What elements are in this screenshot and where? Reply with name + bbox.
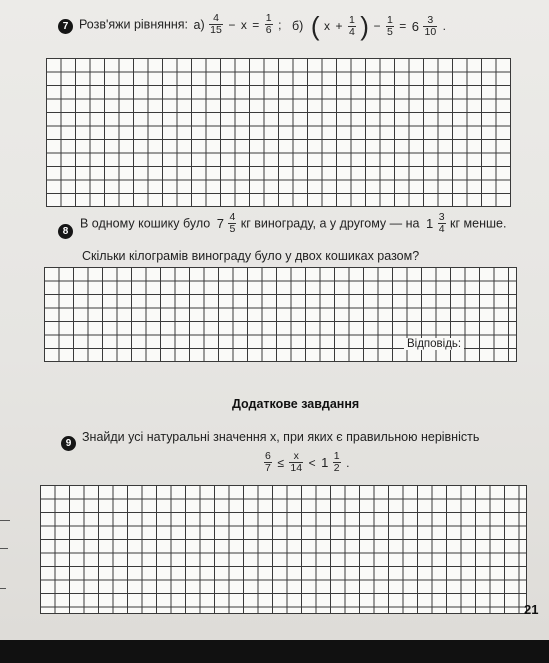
- task-7-prompt: Розв'яжи рівняння:: [79, 17, 189, 32]
- margin-tick: [0, 548, 8, 549]
- less-than-sign: <: [308, 455, 316, 470]
- task-7-number-badge: 7: [58, 19, 73, 34]
- task-9-answer-grid[interactable]: [40, 485, 527, 614]
- equals-sign: =: [399, 19, 407, 33]
- part-b-label: б): [292, 19, 304, 33]
- fraction-6-7: $\frac{6}{7}$: [265, 450, 271, 474]
- task-8-text-a: В одному кошику було: [80, 216, 211, 231]
- variable-x: x: [240, 17, 247, 32]
- fraction-3-10: $\frac{3}{10}$: [424, 13, 437, 38]
- task-9-number-badge: 9: [61, 436, 76, 451]
- semicolon: ;: [278, 17, 282, 32]
- equals-sign: =: [252, 17, 260, 32]
- mixed-whole-6: 6: [411, 18, 419, 34]
- fraction-1-6: $\frac{1}{6}$: [265, 12, 272, 36]
- part-a-label: а): [193, 17, 205, 32]
- mixed-whole-1: 1: [425, 216, 434, 231]
- minus-sign: −: [228, 17, 236, 32]
- task-8-text-c: кг менше.: [450, 216, 507, 231]
- fraction-x-14: $\frac{x}{14}$: [290, 450, 303, 474]
- margin-tick: [0, 588, 6, 589]
- extra-task-heading: Додаткове завдання: [232, 397, 360, 411]
- mixed-whole-7: 7: [216, 216, 224, 231]
- task-7-statement: [79, 13, 282, 36]
- fraction-1-4: $\frac{1}{4}$: [348, 13, 355, 38]
- task-8-line-1: [80, 212, 506, 235]
- task-9-inequality: [263, 451, 350, 474]
- margin-tick: [0, 520, 10, 521]
- fraction-1-2: $\frac{1}{2}$: [333, 450, 340, 474]
- task-7-answer-grid[interactable]: [46, 58, 511, 207]
- task-7-part-b: [292, 13, 447, 39]
- plus-sign: +: [335, 19, 343, 33]
- answer-label: Відповідь:: [404, 338, 464, 350]
- task-9-prompt: Знайди усі натуральні значення x, при яких є правильною нерівність: [82, 430, 480, 444]
- fraction-4-5: $\frac{4}{5}$: [229, 211, 236, 235]
- photo-bottom-edge: [0, 640, 549, 663]
- minus-sign: −: [373, 19, 381, 33]
- fraction-1-5: $\frac{1}{5}$: [386, 13, 393, 38]
- fraction-4-15: $\frac{4}{15}$: [210, 12, 222, 36]
- open-paren: (: [310, 11, 320, 41]
- period: .: [442, 19, 446, 33]
- mixed-whole-1: 1: [321, 455, 329, 470]
- variable-x: x: [323, 19, 330, 33]
- task-8-line-2: Скільки кілограмів винограду було у двох кошиках разом?: [82, 249, 420, 263]
- close-paren: ): [360, 11, 369, 41]
- period: .: [346, 455, 350, 470]
- less-or-equal-sign: ≤: [277, 455, 284, 470]
- task-8-number-badge: 8: [58, 224, 73, 239]
- fraction-3-4: $\frac{3}{4}$: [438, 211, 445, 235]
- page-number: 21: [524, 602, 539, 617]
- task-8-text-b: кг винограду, а у другому — на: [240, 216, 420, 231]
